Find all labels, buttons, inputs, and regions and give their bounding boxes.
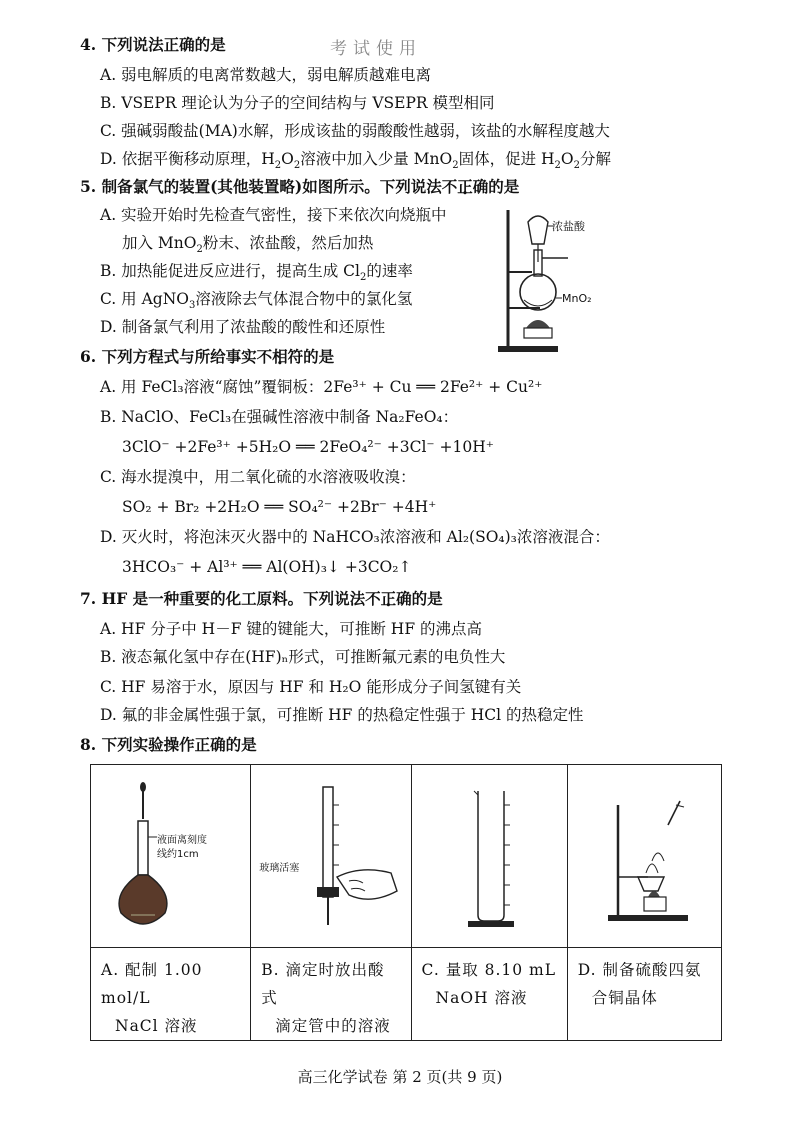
q5-option-a-line2: 加入 MnO$_2$粉末、浓盐酸，然后加热 xyxy=(122,234,374,256)
q7-option-c: C. HF 易溶于水，原因与 HF 和 H₂O 能形成分子间氢键有关 xyxy=(100,678,522,696)
q8-caption-d: D. 制备硫酸四氨 合铜晶体 xyxy=(567,948,721,1041)
q8-stem: 8. 下列实验操作正确的是 xyxy=(80,735,257,754)
q7-option-b: B. 液态氟化氢中存在(HF)ₙ形式，可推断氟元素的电负性大 xyxy=(100,648,506,666)
label-conc-hcl: 浓盐酸 xyxy=(552,220,585,233)
q5-option-c: C. 用 AgNO$_3$溶液除去气体混合物中的氯化氢 xyxy=(100,290,413,312)
q4-option-b: B. VSEPR 理论认为分子的空间结构与 VSEPR 模型相同 xyxy=(100,94,495,112)
q4-option-d: D. 依据平衡移动原理，$H_2O_2$溶液中加入少量 MnO$_2$固体，促进 $H_2O_2$分解 xyxy=(100,150,612,172)
q6-option-d-equation: 3HCO₃⁻ + Al³⁺ ══ Al(OH)₃↓ +3CO₂↑ xyxy=(122,558,412,576)
page-footer: 高三化学试卷 第 2 页(共 9 页) xyxy=(297,1068,503,1086)
q5-option-d: D. 制备氯气利用了浓盐酸的酸性和还原性 xyxy=(100,318,386,336)
chlorine-apparatus-figure xyxy=(490,200,610,356)
q8-options-table xyxy=(90,764,722,1041)
q8-figure-d xyxy=(567,765,721,948)
q6-stem: 6. 下列方程式与所给事实不相符的是 xyxy=(80,347,335,366)
q7-stem: 7. HF 是一种重要的化工原料。下列说法不正确的是 xyxy=(80,589,443,608)
q6-option-d: D. 灭火时，将泡沫灭火器中的 NaHCO₃浓溶液和 Al₂(SO₄)₃浓溶液混合： xyxy=(100,528,610,546)
q4-option-a: A. 弱电解质的电离常数越大，弱电解质越难电离 xyxy=(100,66,432,84)
label-level-2: 线约1cm xyxy=(157,849,199,860)
q4-option-c: C. 强碱弱酸盐(MA)水解，形成该盐的弱酸酸性越弱，该盐的水解程度越大 xyxy=(100,122,610,140)
q8-figure-b xyxy=(251,765,411,948)
q5-option-b: B. 加热能促进反应进行，提高生成 $Cl_2$的速率 xyxy=(100,262,413,284)
q6-option-c: C. 海水提溴中，用二氧化硫的水溶液吸收溴： xyxy=(100,468,416,486)
q8-caption-a: A. 配制 1.00 mol/L NaCl 溶液 xyxy=(91,948,251,1041)
q6-option-a: A. 用 FeCl₃溶液“腐蚀”覆铜板：2Fe³⁺ + Cu ══ 2Fe²⁺ + Cu²⁺ xyxy=(100,378,543,396)
label-mno2: MnO₂ xyxy=(562,292,592,305)
q7-option-d: D. 氟的非金属性强于氯，可推断 HF 的热稳定性强于 HCl 的热稳定性 xyxy=(100,706,584,724)
q8-caption-c: C. 量取 8.10 mL NaOH 溶液 xyxy=(411,948,567,1041)
q6-option-b: B. NaClO、FeCl₃在强碱性溶液中制备 Na₂FeO₄： xyxy=(100,408,459,426)
q8-caption-b: B. 滴定时放出酸式 滴定管中的溶液 xyxy=(251,948,411,1041)
q8-figure-c xyxy=(411,765,567,948)
label-level-1: 液面离刻度 xyxy=(157,835,207,846)
label-glass-stopcock: 玻璃活塞 xyxy=(259,863,300,874)
q5-stem: 5. 制备氯气的装置(其他装置略)如图所示。下列说法不正确的是 xyxy=(80,177,520,196)
q6-option-b-equation: 3ClO⁻ +2Fe³⁺ +5H₂O ══ 2FeO₄²⁻ +3Cl⁻ +10H⁺ xyxy=(122,438,494,456)
q8-figure-a xyxy=(91,765,251,948)
stamp-mark: 考试使用 xyxy=(330,39,422,59)
q6-option-c-equation: SO₂ + Br₂ +2H₂O ══ SO₄²⁻ +2Br⁻ +4H⁺ xyxy=(122,498,437,516)
q5-option-a-line1: A. 实验开始时先检查气密性，接下来依次向烧瓶中 xyxy=(100,206,447,224)
q7-option-a: A. HF 分子中 H－F 键的键能大，可推断 HF 的沸点高 xyxy=(100,620,482,638)
q4-stem: 4. 下列说法正确的是 xyxy=(80,35,226,54)
